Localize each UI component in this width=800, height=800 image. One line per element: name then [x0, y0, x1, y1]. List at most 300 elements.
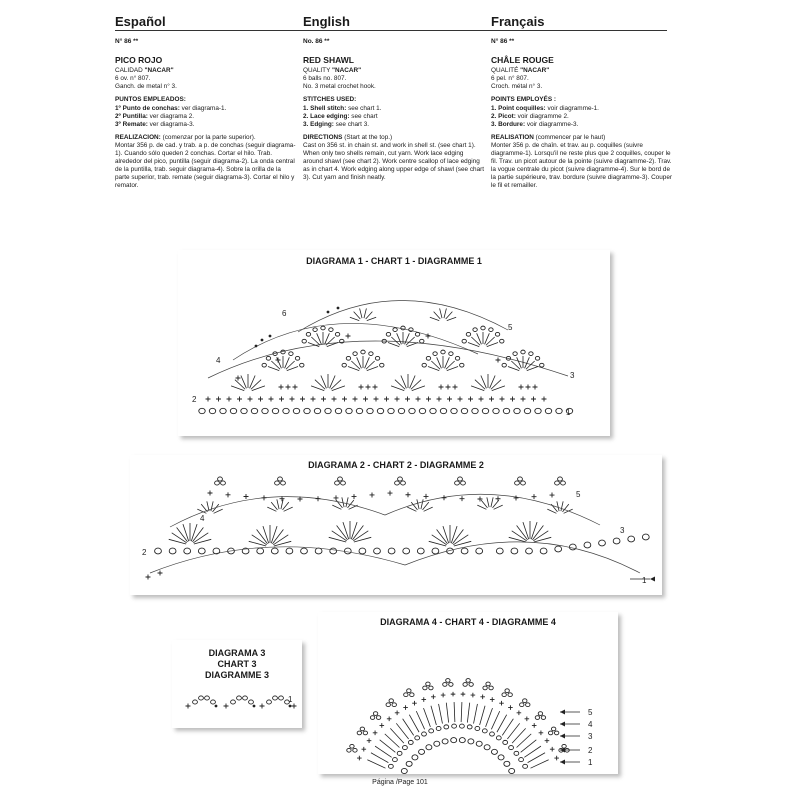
row-number-label: 1 [642, 576, 647, 585]
single-crochet-symbol [248, 397, 253, 402]
chain-stitch-symbol [466, 679, 470, 683]
chain-stitch-symbol [363, 731, 367, 735]
pattern-number: No. 86 ** [303, 38, 330, 45]
chain-stitch-symbol [462, 339, 466, 343]
stitches-heading: POINTS EMPLOYÉS : [491, 96, 556, 104]
single-crochet-symbol [158, 571, 163, 576]
stitch-item [491, 113, 673, 121]
chain-stitch-symbol [313, 328, 317, 332]
chain-stitch-symbol [369, 352, 373, 356]
chain-stitch-symbol [198, 548, 205, 554]
chain-stitch-symbol [472, 408, 478, 413]
single-crochet-symbol [533, 385, 538, 390]
chain-stitch-symbol [199, 408, 205, 413]
chain-stitch-symbol [495, 332, 499, 336]
double-crochet-symbol [447, 317, 456, 320]
single-crochet-symbol [545, 738, 550, 743]
chart-3-title-line: CHART 3 [217, 659, 257, 669]
row-arrow-head [560, 710, 565, 715]
chain-stitch-symbol [562, 744, 566, 748]
chain-stitch-symbol [341, 481, 346, 485]
single-crochet-symbol [441, 693, 446, 698]
row-number-label: 6 [282, 309, 287, 318]
single-crochet-symbol [388, 491, 393, 496]
single-crochet-symbol [451, 692, 456, 697]
double-crochet-symbol [354, 312, 361, 319]
chain-stitch-symbol [302, 339, 306, 343]
single-crochet-symbol [490, 697, 495, 702]
chain-stitch-symbol [335, 332, 339, 336]
chain-stitch-symbol [388, 764, 393, 768]
material-line: No. 3 metal crochet hook. [303, 83, 376, 91]
chain-stitch-symbol [306, 332, 310, 336]
single-crochet-symbol [500, 397, 505, 402]
chain-stitch-symbol [520, 703, 524, 707]
single-crochet-symbol [442, 495, 447, 500]
double-crochet-symbol [487, 497, 489, 507]
single-crochet-symbol [395, 397, 400, 402]
single-crochet-symbol [216, 397, 221, 402]
chain-stitch-symbol [360, 727, 364, 731]
single-crochet-symbol [361, 747, 366, 752]
double-crochet-symbol [467, 703, 469, 723]
chain-stitch-symbol [342, 363, 346, 367]
double-crochet-symbol [491, 711, 499, 729]
row-number-label: 4 [216, 356, 221, 365]
chain-stitch-symbol [397, 751, 402, 755]
chain-stitch-symbol [504, 761, 510, 766]
chain-stitch-symbol [463, 683, 467, 687]
stitches-heading: PUNTOS EMPLEADOS: [115, 96, 186, 104]
slip-stitch-symbol [261, 339, 264, 342]
material-line: 6 ov. n° 807. [115, 75, 151, 83]
chain-stitch-symbol [289, 352, 293, 356]
chain-stitch-symbol [496, 736, 501, 740]
chain-stitch-symbol [511, 548, 518, 554]
single-crochet-symbol [531, 397, 536, 402]
single-crochet-symbol [514, 495, 519, 500]
chain-stitch-symbol [426, 745, 432, 750]
chain-stitch-symbol [325, 408, 331, 413]
double-crochet-symbol [439, 704, 443, 724]
chain-stitch-symbol [286, 548, 293, 554]
single-crochet-symbol [286, 385, 291, 390]
chain-stitch-symbol [503, 408, 509, 413]
chain-stitch-symbol [460, 363, 464, 367]
single-crochet-symbol [321, 397, 326, 402]
single-crochet-symbol [461, 692, 466, 697]
row-number-label: 5 [508, 323, 513, 332]
chain-stitch-symbol [484, 745, 490, 750]
chain-stitch-symbol [490, 732, 495, 736]
chain-stitch-symbol [357, 731, 361, 735]
double-crochet-symbol [271, 502, 277, 510]
double-crochet-symbol [531, 760, 549, 768]
chain-stitch-symbol [375, 356, 379, 360]
material-line: 6 balls no. 807. [303, 75, 347, 83]
single-crochet-symbol [379, 723, 384, 728]
single-crochet-symbol [244, 494, 249, 499]
stitch-label: 2º Puntilla: [115, 112, 148, 120]
chain-stitch-symbol [346, 356, 350, 360]
chain-stitch-symbol [523, 699, 527, 703]
chain-stitch-symbol [403, 548, 410, 554]
chain-loop-arc [208, 341, 568, 378]
chain-stitch-symbol [205, 696, 210, 700]
stitch-item [303, 105, 485, 113]
double-crochet-symbol [191, 524, 197, 541]
directions-heading: DIRECTIONS [303, 133, 343, 141]
chain-stitch-symbol [443, 683, 447, 687]
chain-stitch-symbol [266, 356, 270, 360]
single-crochet-symbol [496, 496, 501, 501]
stitches [303, 96, 485, 128]
chain-stitch-symbol [408, 740, 413, 744]
chain-stitch-symbol [230, 408, 236, 413]
single-crochet-symbol [226, 492, 231, 497]
single-crochet-symbol [426, 397, 431, 402]
single-crochet-symbol [471, 693, 476, 698]
slip-stitch-symbol [215, 705, 218, 708]
chain-stitch-symbol [410, 693, 414, 697]
double-crochet-symbol [461, 702, 462, 722]
chain-stitch-symbol [426, 682, 430, 686]
chain-stitch-symbol [370, 716, 374, 720]
double-crochet-symbol [429, 541, 446, 546]
chain-stitch-symbol [451, 738, 457, 743]
chain-loop-arc [298, 300, 508, 332]
single-crochet-symbol [521, 397, 526, 402]
chain-stitch-symbol [404, 693, 408, 697]
chain-stitch-symbol [461, 408, 467, 413]
chain-stitch-symbol [502, 693, 506, 697]
chain-stitch-symbol [538, 712, 542, 716]
single-crochet-symbol [224, 704, 229, 709]
double-crochet-symbol [491, 497, 493, 507]
double-crochet-symbol [494, 505, 503, 509]
chain-loop-arc [150, 542, 640, 573]
directions [491, 134, 673, 191]
stitch-text: see chart 3. [333, 120, 370, 128]
stitch-text: voir diagramme-3. [525, 120, 579, 128]
chain-stitch-symbol [249, 700, 254, 704]
double-crochet-symbol [367, 760, 385, 768]
directions-heading: REALIZACION: [115, 133, 161, 141]
single-crochet-symbol [424, 494, 429, 499]
single-crochet-symbol [373, 731, 378, 736]
chain-stitch-symbol [221, 481, 226, 485]
double-crochet-symbol [283, 502, 289, 510]
language-label: English [303, 14, 350, 29]
stitch-text: voir diagramme 2. [515, 112, 569, 120]
chain-stitch-symbol [422, 363, 426, 367]
single-crochet-symbol [359, 385, 364, 390]
chain-stitch-symbol [393, 328, 397, 332]
chain-stitch-symbol [473, 328, 477, 332]
chain-stitch-symbol [521, 350, 525, 354]
chain-stitch-symbol [169, 548, 176, 554]
chain-stitch-symbol [455, 481, 460, 485]
stitch-item [115, 105, 297, 113]
single-crochet-symbol [532, 494, 537, 499]
chain-stitch-symbol [548, 731, 552, 735]
single-crochet-symbol [293, 385, 298, 390]
double-crochet-symbol [367, 317, 376, 320]
chain-stitch-symbol [476, 741, 482, 746]
chain-stitch-symbol [283, 408, 289, 413]
single-crochet-symbol [532, 723, 537, 728]
chain-stitch-symbol [502, 363, 506, 367]
quality-label: QUALITÉ [491, 67, 521, 75]
row-number-label: 1 [566, 408, 571, 417]
chain-stitch-symbol [519, 758, 524, 762]
chain-stitch-symbol [442, 739, 448, 744]
double-crochet-symbol [409, 715, 419, 732]
chain-stitch-symbol [353, 352, 357, 356]
chain-stitch-symbol [304, 408, 310, 413]
double-crochet-symbol [360, 308, 362, 318]
directions-intro: (comenzar por la parte superior). [160, 133, 256, 141]
chain-stitch-symbol [540, 548, 547, 554]
chain-stitch-symbol [451, 408, 457, 413]
single-crochet-symbol [292, 704, 297, 709]
stitch-label: 1. Shell stitch: [303, 104, 347, 112]
chain-stitch-symbol [476, 548, 483, 554]
single-crochet-symbol [479, 397, 484, 402]
double-crochet-symbol [444, 308, 446, 318]
chain-stitch-symbol [489, 328, 493, 332]
chain-stitch-symbol [482, 408, 488, 413]
single-crochet-symbol [421, 697, 426, 702]
chain-stitch-symbol [642, 534, 649, 540]
double-crochet-symbol [263, 526, 269, 543]
stitch-item [115, 121, 297, 129]
single-crochet-symbol [458, 397, 463, 402]
material-line: Croch. métal n° 3. [491, 83, 543, 91]
double-crochet-symbol [267, 507, 276, 511]
directions-text: Monter 356 p. de chaîn. et trav. au p. coquilles (suivre diagramme-1). Lorsqu'il ne reste plus que 2 coquilles, couper le fil. Trav. un picot autour de la pointe (suivre diagramme-2). Trav. la vogue centrale du picot (suivre diagramme-4). Sur le bord de la partie supérieure, trav. bordure (suivre diagramme-3). Couper le fil et remailler. [491, 141, 673, 190]
single-crochet-symbol [453, 385, 458, 390]
single-crochet-symbol [260, 704, 265, 709]
single-crochet-symbol [332, 397, 337, 402]
chain-stitch-symbol [344, 548, 351, 554]
material-line: 6 pel. n° 807. [491, 75, 529, 83]
chain-stitch-symbol [293, 408, 299, 413]
chain-stitch-symbol [556, 408, 562, 413]
chain-stitch-symbol [500, 339, 504, 343]
chain-stitch-symbol [267, 700, 272, 704]
double-crochet-symbol [547, 509, 556, 513]
single-crochet-symbol [406, 492, 411, 497]
chain-stitch-symbol [540, 363, 544, 367]
single-crochet-symbol [370, 492, 375, 497]
double-crochet-symbol [497, 715, 507, 732]
chain-stitch-symbol [613, 538, 620, 544]
chain-stitch-symbol [509, 746, 514, 750]
chain-stitch-symbol [483, 686, 487, 690]
stitch-text: ver diagrama-3. [147, 120, 195, 128]
single-crochet-symbol [496, 358, 501, 363]
double-crochet-symbol [416, 711, 424, 729]
pattern-title: RED SHAWL [303, 55, 354, 66]
language-label: Español [115, 14, 166, 29]
chain-stitch-symbol [569, 544, 576, 550]
chain-stitch-symbol [388, 408, 394, 413]
chain-stitch-symbol [359, 548, 366, 554]
chain-stitch-symbol [401, 481, 406, 485]
directions-intro: (commencer par le haut) [533, 133, 606, 141]
single-crochet-symbol [387, 716, 392, 721]
double-crochet-symbol [194, 539, 211, 544]
single-crochet-symbol [300, 397, 305, 402]
single-crochet-symbol [353, 397, 358, 402]
slip-stitch-symbol [269, 335, 272, 338]
pattern-text-spanish [115, 38, 297, 196]
chain-stitch-symbol [446, 679, 450, 683]
chain-stitch-symbol [155, 548, 162, 554]
double-crochet-symbol [366, 312, 373, 319]
chain-stitch-symbol [278, 477, 283, 481]
chain-stitch-symbol [584, 542, 591, 548]
chain-stitch-symbol [521, 481, 526, 485]
pattern-text-french [491, 38, 673, 196]
double-crochet-symbol [271, 526, 277, 543]
chart-1-panel [178, 250, 610, 436]
single-crochet-symbol [405, 397, 410, 402]
chart-4-diagram [318, 612, 618, 774]
chain-stitch-symbol [434, 741, 440, 746]
chain-loop-arc [170, 494, 600, 527]
double-crochet-symbol [509, 537, 526, 542]
chain-stitch-symbol [545, 408, 551, 413]
chain-stitch-symbol [211, 700, 216, 704]
double-crochet-symbol [407, 507, 416, 511]
chain-stitch-symbol [367, 408, 373, 413]
quality-name: "NACAR" [520, 67, 550, 75]
directions-text: Cast on 356 st. in chain st. and work in shell st. (see chart 1). When only two shells remain, cut yarn. Work lace edging around shawl (see chart 2). Work centre scallop of lace edging as in chart 4. Work edging along upper edge of shawl (see chart 3). Cut yarn and finish neatly. [303, 141, 485, 182]
double-crochet-symbol [523, 522, 529, 539]
quality-label: QUALITY [303, 67, 333, 75]
double-crochet-symbol [423, 502, 429, 510]
stitch-label: 3º Remate: [115, 120, 148, 128]
chain-stitch-symbol [407, 689, 411, 693]
materials [303, 67, 485, 91]
chart-2-panel [130, 455, 662, 595]
stitch-label: 1. Point coquilles: [491, 104, 546, 112]
chain-stitch-symbol [237, 696, 242, 700]
single-crochet-symbol [334, 495, 339, 500]
chain-stitch-symbol [380, 363, 384, 367]
double-crochet-symbol [350, 317, 359, 320]
chain-stitch-symbol [389, 699, 393, 703]
double-crochet-symbol [329, 537, 346, 542]
double-crochet-symbol [443, 526, 449, 543]
chain-stitch-symbol [415, 736, 420, 740]
stitch-label: 3. Bordure: [491, 120, 526, 128]
row-number-label: 5 [588, 708, 593, 717]
chain-stitch-symbol [373, 712, 377, 716]
chain-stitch-symbol [455, 356, 459, 360]
double-crochet-symbol [493, 500, 499, 508]
pattern-title: PICO ROJO [115, 55, 163, 66]
double-crochet-symbol [477, 505, 486, 509]
chain-stitch-symbol [469, 683, 473, 687]
double-crochet-symbol [424, 507, 433, 511]
chain-stitch-symbol [419, 408, 425, 413]
chain-stitch-symbol [535, 356, 539, 360]
chain-stitch-symbol [409, 408, 415, 413]
double-crochet-symbol [343, 522, 349, 539]
chain-stitch-symbol [458, 477, 463, 481]
row-number-label: 2 [192, 395, 197, 404]
chain-stitch-symbol [459, 738, 465, 743]
chain-stitch-symbol [353, 748, 357, 752]
chain-stitch-symbol [475, 726, 480, 730]
chain-stitch-symbol [440, 408, 446, 413]
pattern-text-english [303, 38, 485, 187]
double-crochet-symbol [354, 537, 371, 542]
single-crochet-symbol [374, 397, 379, 402]
stitch-text: voir diagramme-1. [545, 104, 599, 112]
stitch-item [303, 121, 485, 129]
single-crochet-symbol [384, 397, 389, 402]
single-crochet-symbol [446, 385, 451, 390]
chain-stitch-symbol [417, 548, 424, 554]
single-crochet-symbol [357, 756, 362, 761]
chain-stitch-symbol [392, 703, 396, 707]
chain-stitch-symbol [401, 768, 407, 773]
single-crochet-symbol [146, 575, 151, 580]
double-crochet-symbol [454, 541, 471, 546]
row-number-label: 2 [142, 548, 147, 557]
chain-stitch-symbol [426, 356, 430, 360]
quality-name: "NACAR" [144, 67, 174, 75]
chain-stitch-symbol [420, 339, 424, 343]
double-crochet-symbol [183, 524, 189, 541]
materials [115, 67, 297, 91]
column-header-spanish [115, 14, 305, 31]
chain-stitch-symbol [515, 481, 520, 485]
chain-stitch-symbol [498, 755, 504, 760]
chain-stitch-symbol [523, 764, 528, 768]
chain-stitch-symbol [526, 548, 533, 554]
chain-stitch-symbol [377, 408, 383, 413]
row-number-label: 3 [570, 371, 575, 380]
chain-stitch-symbol [281, 481, 286, 485]
row-number-label: 3 [588, 732, 593, 741]
single-crochet-symbol [373, 385, 378, 390]
chain-stitch-symbol [330, 548, 337, 554]
chain-stitch-symbol [489, 686, 493, 690]
single-crochet-symbol [279, 397, 284, 402]
single-crochet-symbol [403, 705, 408, 710]
single-crochet-symbol [526, 385, 531, 390]
chain-stitch-symbol [335, 408, 341, 413]
chain-stitch-symbol [272, 408, 278, 413]
single-crochet-symbol [352, 494, 357, 499]
row-number-label: 3 [620, 526, 625, 535]
chain-stitch-symbol [482, 729, 487, 733]
single-crochet-symbol [437, 397, 442, 402]
chain-stitch-symbol [514, 751, 519, 755]
chain-stitch-symbol [430, 408, 436, 413]
slip-stitch-symbol [255, 345, 258, 348]
directions [115, 134, 297, 191]
pattern-number: N° 86 ** [115, 38, 139, 45]
directions-heading: REALISATION [491, 133, 534, 141]
single-crochet-symbol [311, 397, 316, 402]
chain-stitch-symbol [493, 408, 499, 413]
